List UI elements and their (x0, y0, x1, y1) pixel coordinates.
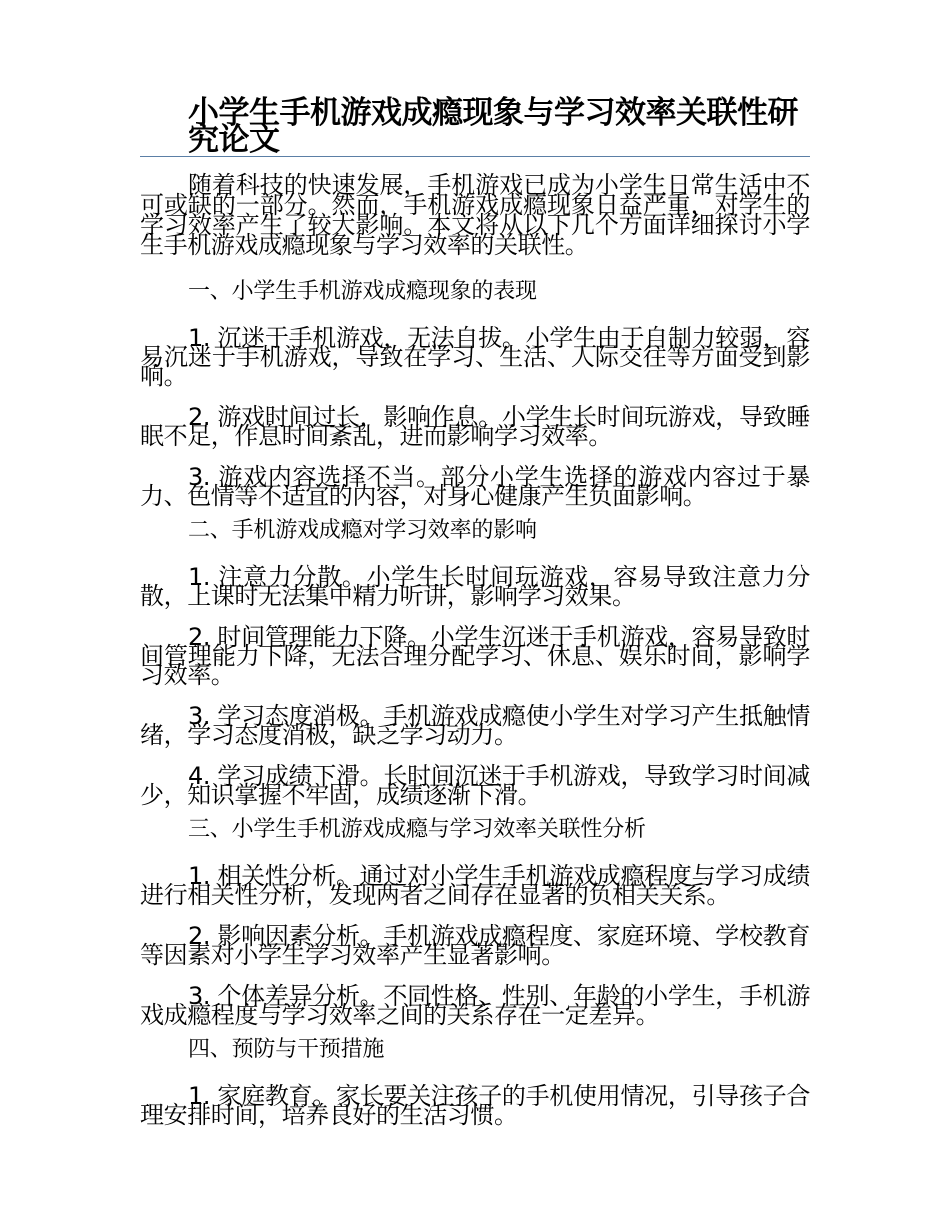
document-page (140, 95, 810, 1147)
intro-paragraph: 随着科技的快速发展，手机游戏已成为小学生日常生活中不可或缺的一部分。然而，手机游戏成瘾现象日益严重，对学生的学习效率产生了较大影响。本文将从以下几个方面详细探讨小学生手机游戏成瘾现象与学习效率的关联性。 (140, 171, 810, 259)
section-4 (140, 1037, 810, 1129)
document-title: 小学生手机游戏成瘾现象与学习效率关联性研究论文 (188, 95, 798, 158)
section-heading: 二、手机游戏成瘾对学习效率的影响 (188, 518, 537, 543)
section-item: 1. 沉迷于手机游戏，无法自拔。小学生由于自制力较弱，容易沉迷于手机游戏，导致在学习、生活、人际交往等方面受到影响。 (140, 324, 810, 390)
section-heading: 四、预防与干预措施 (188, 1037, 385, 1062)
section-2 (140, 518, 810, 809)
section-item: 3. 学习态度消极。手机游戏成瘾使小学生对学习产生抵触情绪，学习态度消极，缺乏学习动力。 (140, 702, 810, 749)
section-item: 1. 注意力分散。小学生长时间玩游戏，容易导致注意力分散，上课时无法集中精力听讲，影响学习效果。 (140, 563, 810, 610)
section-item: 3. 个体差异分析。不同性格、性别、年龄的小学生，手机游戏成瘾程度与学习效率之间的关系存在一定差异。 (140, 982, 810, 1029)
section-heading: 一、小学生手机游戏成瘾现象的表现 (188, 279, 537, 304)
section-item: 1. 家庭教育。家长要关注孩子的手机使用情况，引导孩子合理安排时间，培养良好的生活习惯。 (140, 1082, 810, 1129)
section-item: 2. 游戏时间过长，影响作息。小学生长时间玩游戏，导致睡眠不足，作息时间紊乱，进而影响学习效率。 (140, 403, 810, 450)
section-item: 1. 相关性分析。通过对小学生手机游戏成瘾程度与学习成绩进行相关性分析，发现两者之间存在显著的负相关关系。 (140, 862, 810, 909)
section-1 (140, 279, 810, 510)
section-item: 4. 学习成绩下滑。长时间沉迷于手机游戏，导致学习时间减少，知识掌握不牢固，成绩逐渐下滑。 (140, 762, 810, 809)
section-item: 2. 影响因素分析。手机游戏成瘾程度、家庭环境、学校教育等因素对小学生学习效率产生显著影响。 (140, 922, 810, 969)
section-item: 2. 时间管理能力下降。小学生沉迷于手机游戏，容易导致时间管理能力下降，无法合理分配学习、休息、娱乐时间，影响学习效率。 (140, 623, 810, 689)
section-heading: 三、小学生手机游戏成瘾与学习效率关联性分析 (188, 817, 646, 842)
section-3 (140, 817, 810, 1029)
section-item: 3. 游戏内容选择不当。部分小学生选择的游戏内容过于暴力、色情等不适宜的内容，对身心健康产生负面影响。 (140, 463, 810, 510)
